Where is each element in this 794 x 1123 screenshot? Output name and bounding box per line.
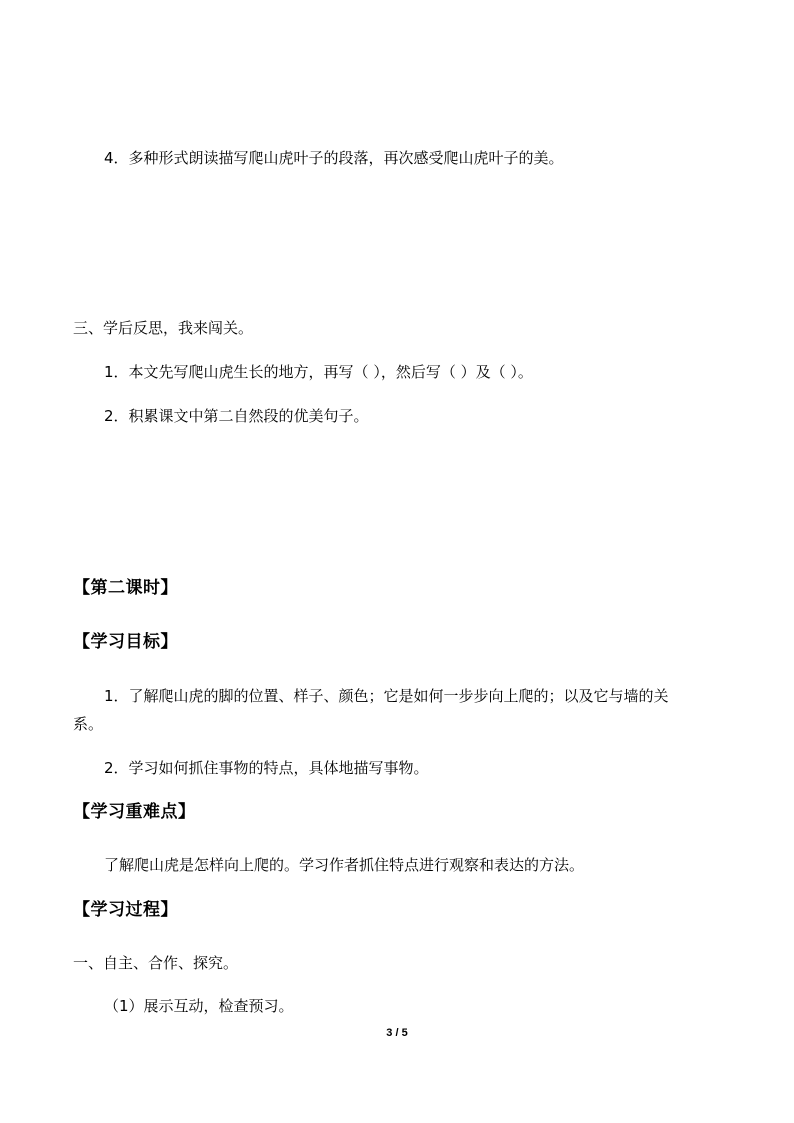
process-heading: 【学习过程】 [73, 900, 178, 920]
section-3-title: 三、学后反思，我来闯关。 [73, 319, 254, 337]
lesson-2-heading: 【第二课时】 [73, 578, 178, 598]
goal-1-line-1: 1．了解爬山虎的脚的位置、样子、颜色；它是如何一步步向上爬的；以及它与墙的关 [104, 687, 669, 705]
difficulty-text: 了解爬山虎是怎样向上爬的。学习作者抓住特点进行观察和表达的方法。 [104, 856, 585, 874]
section-3-item-1: 1．本文先写爬山虎生长的地方，再写（ ），然后写（ ）及（ ）。 [104, 363, 533, 381]
process-step-1: （1）展示互动，检查预习。 [104, 997, 294, 1015]
goal-1-line-2: 系。 [73, 715, 104, 733]
difficulty-heading: 【学习重难点】 [73, 802, 196, 822]
goal-2: 2．学习如何抓住事物的特点，具体地描写事物。 [104, 759, 429, 777]
item-4: 4．多种形式朗读描写爬山虎叶子的段落，再次感受爬山虎叶子的美。 [104, 149, 564, 167]
page-number: 3 / 5 [386, 1027, 408, 1039]
goals-heading: 【学习目标】 [73, 632, 178, 652]
process-part-1: 一、自主、合作、探究。 [73, 954, 239, 972]
section-3-item-2: 2．积累课文中第二自然段的优美句子。 [104, 407, 369, 425]
